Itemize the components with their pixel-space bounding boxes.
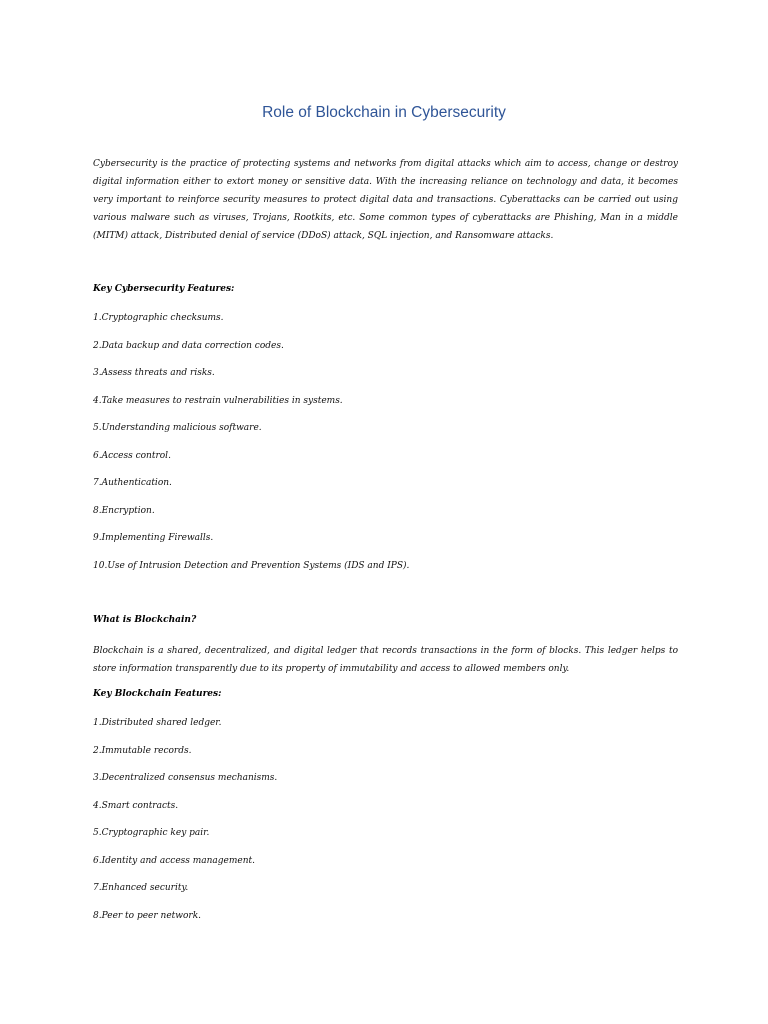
list-item: 1.Cryptographic checksums. [93,313,224,323]
list-item: 6.Identity and access management. [93,855,256,866]
list-item: 10.Use of Intrusion Detection and Prevention Systems (IDS and IPS). [93,560,410,571]
blockchain-heading: What is Blockchain? [93,615,197,625]
intro-paragraph: Cybersecurity is the practice of protecting systems and networks from digital attacks which aim to access, change or destroy digital information either to extort money or sensitive data. With the increasing reliance on technology and data, it becomes very important to reinforce security measures to protect digital data and transactions. Cyberattacks can be carried out using various malware such as viruses, Trojans, Rootkits, etc. Some common types of cyberattacks are Phishing, Man in a middle (MITM) attack, Distributed denial of service (DDoS) attack, SQL injection, and Ransomware attacks. [93,159,678,241]
list-item: 1.Distributed shared ledger. [93,718,222,728]
blockchain-features-heading: Key Blockchain Features: [93,689,222,699]
list-item: 3.Assess threats and risks. [93,368,215,378]
list-item: 8.Encryption. [93,505,155,516]
list-item: 4.Smart contracts. [93,800,179,811]
list-item: 4.Take measures to restrain vulnerabilities in systems. [93,395,343,406]
list-item: 5.Cryptographic key pair. [93,828,210,838]
cyber-features-list [93,312,409,587]
list-item: 6.Access control. [93,450,171,461]
blockchain-definition: Blockchain is a shared, decentralized, and digital ledger that records transactions in the form of blocks. This ledger helps to store information transparently due to its property of immutability and access to allowed members only. [93,646,678,674]
list-item: 5.Understanding malicious software. [93,423,262,433]
list-item: 2.Data backup and data correction codes. [93,340,284,351]
list-item: 7.Enhanced security. [93,883,189,893]
list-item: 9.Implementing Firewalls. [93,533,214,543]
list-item: 3.Decentralized consensus mechanisms. [93,773,278,783]
cyber-features-heading: Key Cybersecurity Features: [93,284,235,294]
list-item: 8.Peer to peer network. [93,910,202,921]
document-title: Role of Blockchain in Cybersecurity [262,104,506,121]
list-item: 2.Immutable records. [93,745,192,756]
blockchain-features-list [93,717,277,937]
list-item: 7.Authentication. [93,478,172,488]
